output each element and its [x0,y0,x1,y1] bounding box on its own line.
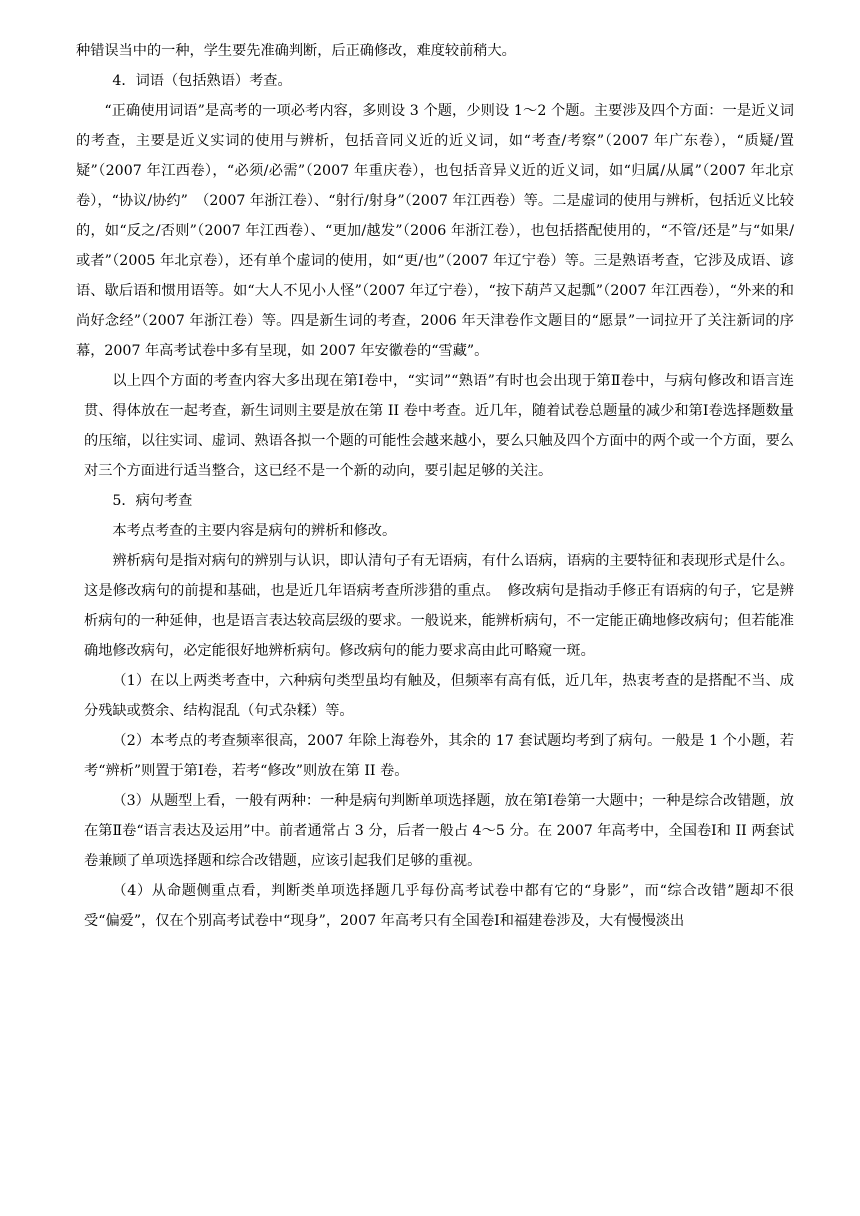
section-heading-4: 4．词语（包括熟语）考查。 [112,73,292,89]
list-item-4: （4）从命题侧重点看，判断类单项选择题几乎每份高考试卷中都有它的“身影”，而“综合改错”题却不很受“偏爱”，仅在个别高考试卷中“现身”，2007 年高考只有全国卷Ⅰ和福建卷涉及，大有慢慢淡出 [84,883,794,929]
list-item-1: （1）在以上两类考查中，六种病句类型虽均有触及，但频率有高有低，近几年，热衷考查的是搭配不当、成分残缺或赘余、结构混乱（句式杂糅）等。 [84,673,794,719]
paragraph-6: 本考点考查的主要内容是病句的辨析和修改。 [112,523,397,539]
paragraph-1: 种错误当中的一种，学生要先准确判断，后正确修改，难度较前稍大。 [76,43,516,59]
list-item-3: （3）从题型上看，一般有两种：一种是病句判断单项选择题，放在第Ⅰ卷第一大题中；一种是综合改错题，放在第Ⅱ卷“语言表达及运用”中。前者通常占 3 分，后者一般占 4～5 分。在 2007 年高考中，全国卷Ⅰ和 II 两套试卷兼顾了单项选择题和综合改错题，应该引起我们足够的重视。 [84,793,794,869]
list-item-2: （2）本考点的考查频率很高，2007 年除上海卷外，其余的 17 套试题均考到了病句。一般是 1 个小题，若考“辨析”则置于第Ⅰ卷，若考“修改”则放在第 II 卷。 [84,733,794,779]
paragraph-7: 辨析病句是指对病句的辨别与认识，即认清句子有无语病，有什么语病，语病的主要特征和表现形式是什么。这是修改病句的前提和基础，也是近几年语病考查所涉猎的重点。 修改病句是指动手修正有语病的句子，它是辨析病句的一种延伸，也是语言表达较高层级的要求。一般说来，能辨析病句，不一定能正确地修改病句；但若能准确地修改病句，必定能很好地辨析病句。修改病句的能力要求高由此可略窥一斑。 [84,553,794,659]
paragraph-4: 以上四个方面的考查内容大多出现在第Ⅰ卷中，“实词”“熟语”有时也会出现于第Ⅱ卷中，与病句修改和语言连贯、得体放在一起考查，新生词则主要是放在第 II 卷中考查。近几年，随着试卷总题量的减少和第Ⅰ卷选择题数量的压缩，以往实词、虚词、熟语各拟一个题的可能性会越来越小，要么只触及四个方面中的两个或一个方面，要么对三个方面进行适当整合，这已经不是一个新的动向，要引起足够的关注。 [84,373,794,479]
section-heading-5: 5．病句考查 [112,493,193,509]
paragraph-3: “正确使用词语”是高考的一项必考内容，多则设 3 个题，少则设 1～2 个题。主要涉及四个方面：一是近义词的考查，主要是近义实词的使用与辨析，包括音同义近的近义词，如“考查/考察”（2007 年广东卷），“质疑/置疑”（2007 年江西卷），“必须/必需”（2007 年重庆卷），也包括音异义近的近义词，如“归属/从属”（2007 年北京卷），“协议/协约” （2007 年浙江卷）、“射行/射身”（2007 年江西卷）等。二是虚词的使用与辨析，包括近义比较的，如“反之/否则”（2007 年江西卷）、“更加/越发”（2006 年浙江卷），也包括搭配使用的，“不管/还是”与“如果/或者”（2005 年北京卷），还有单个虚词的使用，如“更/也”（2007 年辽宁卷）等。三是熟语考查，它涉及成语、谚语、歇后语和惯用语等。如“大人不见小人怪”（2007 年辽宁卷），“按下葫芦又起瓢”（2007 年江西卷），“外来的和尚好念经”（2007 年浙江卷）等。四是新生词的考查，2006 年天津卷作文题目的“愿景”一词拉开了关注新词的序幕，2007 年高考试卷中多有呈现，如 2007 年安徽卷的“雪藏”。 [76,103,794,359]
